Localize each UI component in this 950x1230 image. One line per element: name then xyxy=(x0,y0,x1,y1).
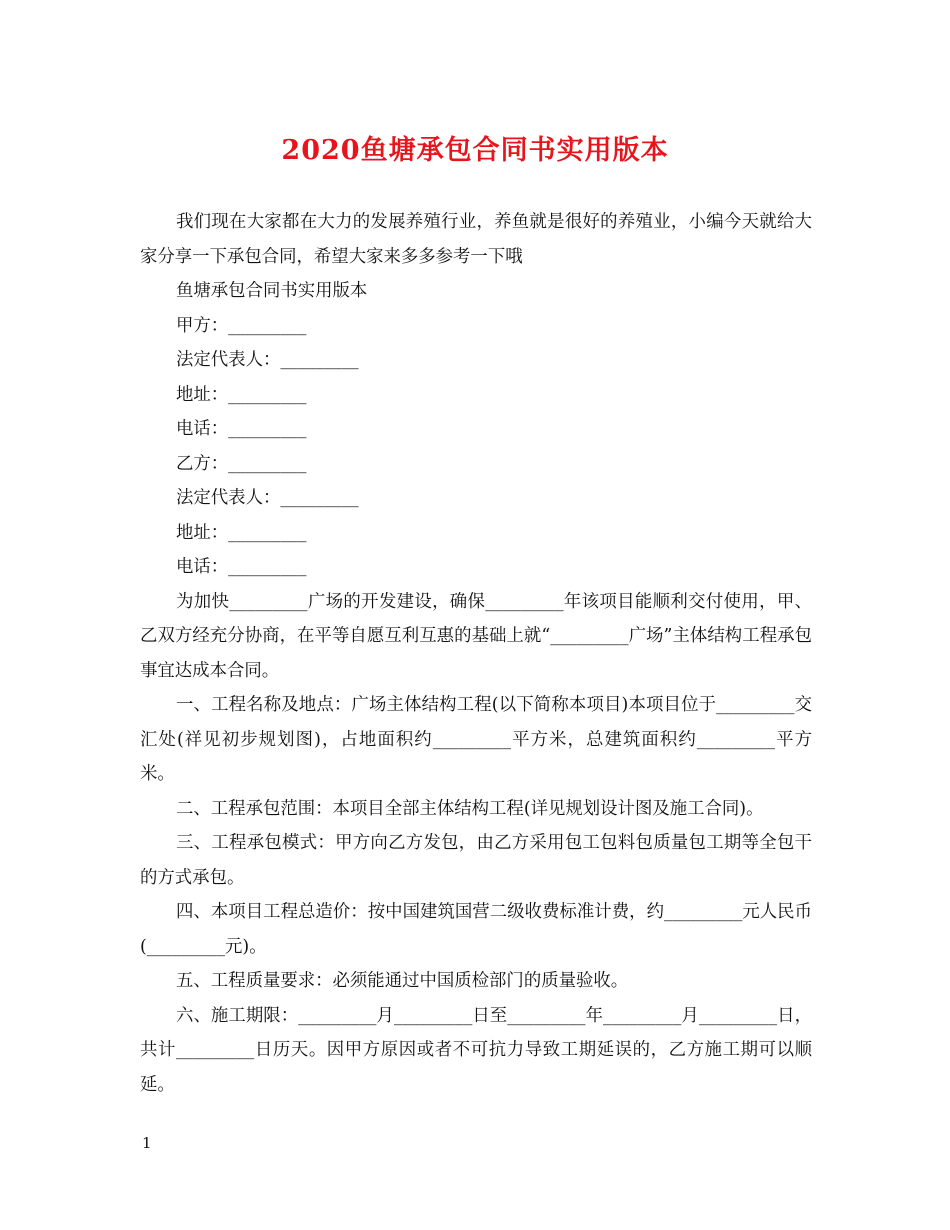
clause-3-paragraph: 三、工程承包模式：甲方向乙方发包，由乙方采用包工包料包质量包工期等全包干的方式承包。 xyxy=(140,833,812,888)
party-b-line: 乙方：_________ xyxy=(176,453,307,474)
party-a-phone-line: 电话：_________ xyxy=(176,419,307,439)
intro-paragraph: 我们现在大家都在大力的发展养殖行业，养鱼就是很好的养殖业，小编今天就给大家分享一下承包合同，希望大家来多多参考一下哦 xyxy=(140,212,812,267)
document-body xyxy=(140,205,812,1102)
party-b-representative-line: 法定代表人：_________ xyxy=(176,488,359,508)
clause-6-paragraph: 六、施工期限：_________月_________日至_________年_________月_________日，共计_________日历天。因甲方原因或者不可抗力导致工期延误的，乙方施工期可以顺延。 xyxy=(140,1005,812,1095)
contract-heading: 鱼塘承包合同书实用版本 xyxy=(176,281,368,301)
clause-5-paragraph: 五、工程质量要求：必须能通过中国质检部门的质量验收。 xyxy=(176,971,629,991)
page-number: 1 xyxy=(142,1134,152,1152)
party-a-representative-line: 法定代表人：_________ xyxy=(176,350,359,370)
clause-2-paragraph: 二、工程承包范围：本项目全部主体结构工程(详见规划设计图及施工合同)。 xyxy=(176,798,764,819)
clause-4-paragraph: 四、本项目工程总造价：按中国建筑国营二级收费标准计费，约_________元人民币(_________元)。 xyxy=(140,902,812,957)
party-b-phone-line: 电话：_________ xyxy=(176,557,307,577)
preamble-paragraph: 为加快_________广场的开发建设，确保_________年该项目能顺利交付使用，甲、乙双方经充分协商，在平等自愿互利互惠的基础上就“_________广场”主体结构工程承包事宜达成本合同。 xyxy=(140,591,812,681)
document-title: 2020鱼塘承包合同书实用版本 xyxy=(281,135,669,166)
party-a-line: 甲方：_________ xyxy=(176,315,307,336)
party-b-address-line: 地址：_________ xyxy=(176,522,307,543)
clause-1-paragraph: 一、工程名称及地点：广场主体结构工程(以下简称本项目)本项目位于_________交汇处(祥见初步规划图)，占地面积约_________平方米，总建筑面积约_________平方米。 xyxy=(140,695,812,784)
party-a-address-line: 地址：_________ xyxy=(176,384,307,405)
